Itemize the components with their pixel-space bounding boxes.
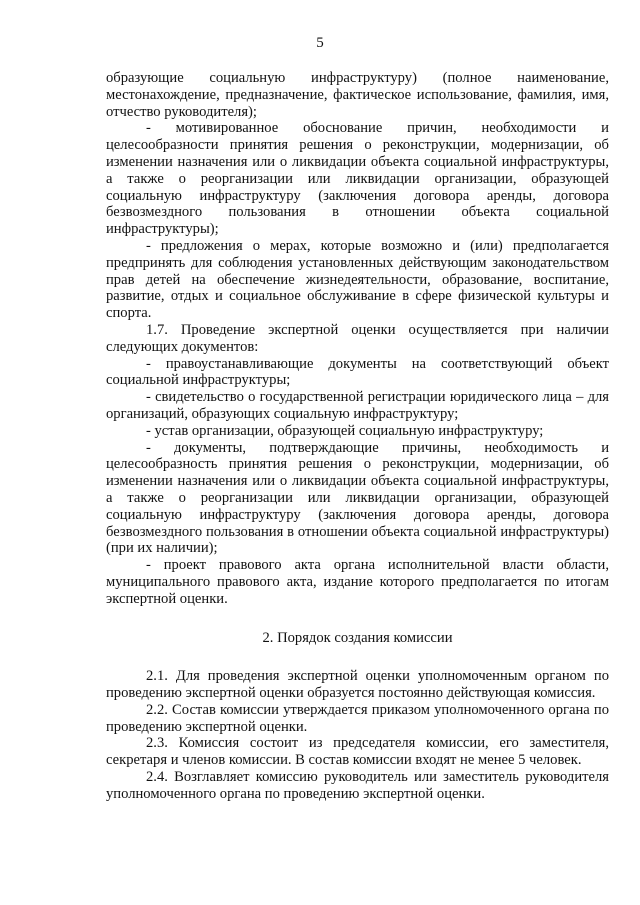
paragraph: образующие социальную инфраструктуру) (полное наименование, местонахождение, предназначение, фактическое использование, фамилия, имя, отчество руководителя); [106,70,609,120]
paragraph: - свидетельство о государственной регистрации юридического лица – для организаций, образующих социальную инфраструктуру; [106,389,609,422]
paragraph: - правоустанавливающие документы на соответствующий объект социальной инфраструктуры; [106,355,609,389]
section-2-body [106,668,609,802]
paragraph: 1.7. Проведение экспертной оценки осуществляется при наличии следующих документов: [106,321,609,355]
paragraph: - документы, подтверждающие причины, необходимость и целесообразность принятия решения о реконструкции, модернизации, об изменении назначения или о ликвидации объекта социальной инфраструктуры, а также о реорганизации или ликвидации организации, образующей социальную инфраструктуру (заключения договора аренды, договора безвозмездного пользования в отношении объекта социальной инфраструктуры) (при их наличии); [106,439,609,557]
section-heading: 2. Порядок создания комиссии [262,629,453,646]
paragraph: - мотивированное обоснование причин, необходимости и целесообразности принятия решения о реконструкции, модернизации, об изменении назначения или о ликвидации объекта социальной инфраструктуры, а также о реорганизации или ликвидации организации, образующей социальную инфраструктуру (заключения договора аренды, договора безвозмездного пользования в отношении объекта социальной инфраструктуры); [106,120,609,238]
paragraph: - предложения о мерах, которые возможно и (или) предполагается предпринять для соблюдения установленных действующим законодательством прав детей на обеспечение жизнедеятельности, образование, воспитание, развитие, отдых и социальное обслуживание в сфере физической культуры и спорта. [106,237,609,322]
paragraph: - устав организации, образующей социальную инфраструктуру; [146,422,544,439]
paragraph: 2.3. Комиссия состоит из председателя комиссии, его заместителя, секретаря и членов комиссии. В состав комиссии входят не менее 5 человек. [106,735,609,769]
paragraph: 2.1. Для проведения экспертной оценки уполномоченным органом по проведению экспертной оценки образуется постоянно действующая комиссия. [106,668,609,702]
page-number: 5 [316,35,324,51]
paragraph: 2.4. Возглавляет комиссию руководитель или заместитель руководителя уполномоченного органа по проведению экспертной оценки. [106,769,609,802]
section-1-continuation [106,70,609,608]
paragraph: 2.2. Состав комиссии утверждается приказом уполномоченного органа по проведению экспертной оценки. [106,701,609,735]
document-body [106,70,609,803]
paragraph: - проект правового акта органа исполнительной власти области, муниципального правового акта, издание которого предполагается по итогам экспертной оценки. [106,557,609,607]
